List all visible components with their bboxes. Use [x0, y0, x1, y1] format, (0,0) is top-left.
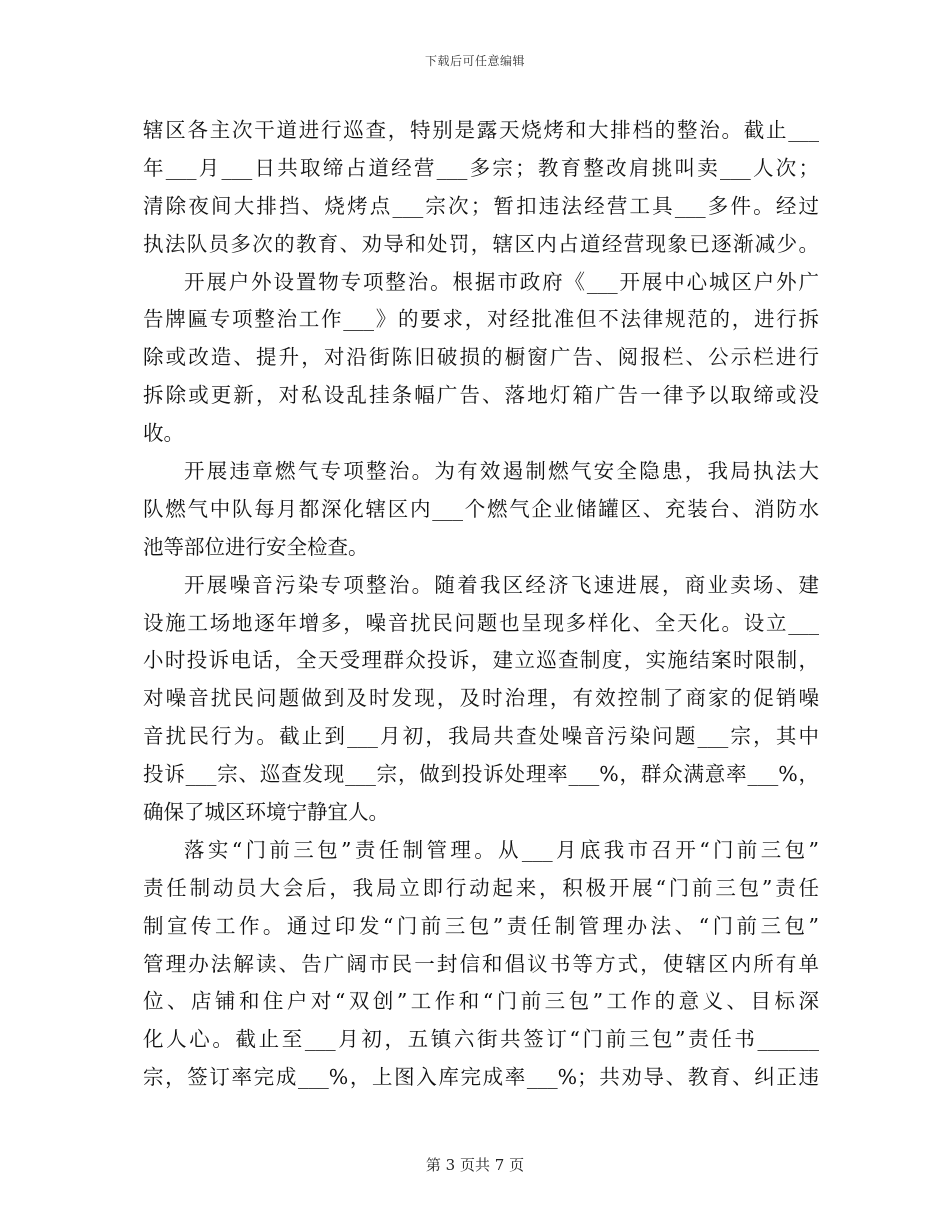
text-line: 设施工场地逐年增多，噪音扰民问题也呈现多样化、全天化。设立___ — [143, 610, 819, 635]
text-line: 池等部位进行安全检查。 — [143, 534, 369, 559]
text-line: 除或改造、提升，对沿街陈旧破损的橱窗广告、阅报栏、公示栏进行 — [143, 345, 819, 370]
text-line: 开展违章燃气专项整治。为有效遏制燃气安全隐患，我局执法大 — [184, 459, 819, 484]
text-line: 化人心。截止至___月初，五镇六街共签订“门前三包”责任书______ — [143, 1027, 819, 1052]
text-line: 开展噪音污染专项整治。随着我区经济飞速进展，商业卖场、建 — [184, 572, 819, 597]
text-line: 投诉___宗、巡查发现___宗，做到投诉处理率___%，群众满意率___%， — [143, 762, 819, 787]
text-line: 辖区各主次干道进行巡查，特别是露天烧烤和大排档的整治。截止___ — [143, 118, 819, 142]
text-line: 责任制动员大会后，我局立即行动起来，积极开展“门前三包”责任 — [143, 875, 819, 900]
text-line: 落实“门前三包”责任制管理。从___月底我市召开“门前三包” — [184, 837, 819, 862]
text-line: 对噪音扰民问题做到及时发现，及时治理，有效控制了商家的促销噪 — [143, 686, 819, 711]
text-line: 告牌匾专项整治工作___》的要求，对经批准但不法律规范的，进行拆 — [143, 307, 819, 332]
text-line: 制宣传工作。通过印发“门前三包”责任制管理办法、“门前三包” — [143, 913, 819, 938]
text-line: 清除夜间大排挡、烧烤点___宗次；暂扣违法经营工具___多件。经过 — [143, 193, 819, 218]
text-line: 管理办法解读、告广阔市民一封信和倡议书等方式，使辖区内所有单 — [143, 951, 819, 976]
text-line: 年___月___日共取缔占道经营___多宗；教育整改肩挑叫卖___人次； — [143, 155, 819, 180]
text-line: 位、店铺和住户对“双创”工作和“门前三包”工作的意义、目标深 — [143, 989, 819, 1014]
text-line: 开展户外设置物专项整治。根据市政府《___开展中心城区户外广 — [184, 269, 819, 294]
text-line: 音扰民行为。截止到___月初，我局共查处噪音污染问题___宗，其中 — [143, 724, 819, 749]
text-line: 拆除或更新，对私设乱挂条幅广告、落地灯箱广告一律予以取缔或没 — [143, 383, 819, 408]
text-line: 队燃气中队每月都深化辖区内___个燃气企业储罐区、充装台、消防水 — [143, 496, 819, 521]
text-line: 收。 — [143, 421, 184, 446]
text-line: 小时投诉电话，全天受理群众投诉，建立巡查制度，实施结案时限制， — [143, 648, 819, 673]
text-line: 确保了城区环境宁静宜人。 — [143, 800, 389, 825]
page-number: 第 3 页共 7 页 — [425, 1156, 525, 1174]
text-line: 执法队员多次的教育、劝导和处罚，辖区内占道经营现象已逐渐减少。 — [143, 231, 819, 256]
document-body — [143, 112, 819, 1097]
text-line: 宗，签订率完成___%，上图入库完成率___%；共劝导、教育、纠正违 — [143, 1065, 819, 1090]
page-header: 下载后可任意编辑 — [424, 54, 525, 68]
